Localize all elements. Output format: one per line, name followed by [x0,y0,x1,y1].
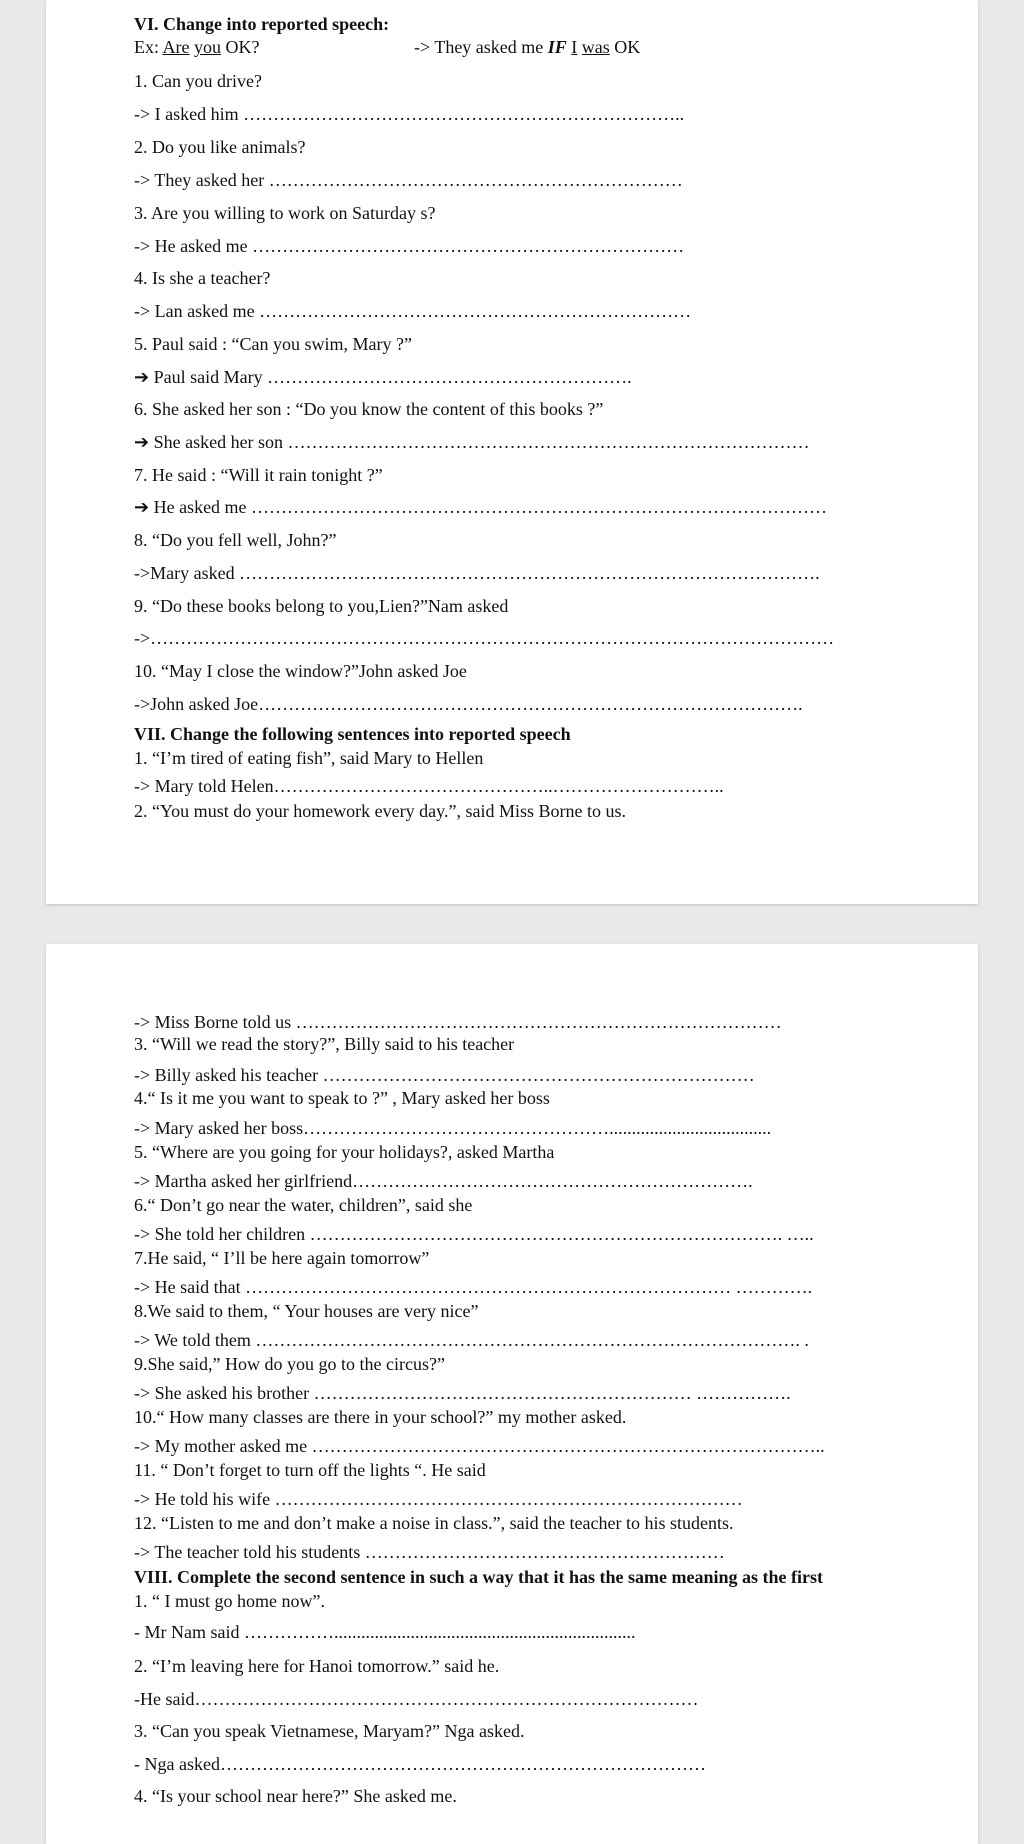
exercise-line: 5. “Where are you going for your holidays?, asked Martha [134,1142,555,1162]
exercise-line: 10.“ How many classes are there in your school?” my mother asked. [134,1407,627,1427]
answer-line: -> Martha asked her girlfriend…………………………………………………………. [134,1171,753,1191]
exercise-line: 2. “You must do your homework every day.”, said Miss Borne to us. [134,801,626,821]
example-are: Are [162,37,190,57]
exercise-line: 4. Is she a teacher? [134,268,271,288]
exercise-line: 3. Are you willing to work on Saturday s? [134,203,436,223]
example-you: you [194,37,221,57]
section-6-heading: VI. Change into reported speech: [134,14,390,34]
example-rest: OK? [221,37,260,57]
answer-line: - Mr Nam said ……………................................................................... [134,1622,636,1642]
example-answer [414,37,640,57]
exercise-line: 10. “May I close the window?”John asked Joe [134,661,467,681]
answer-line: ->…………………………………………………………………………………………………… [134,628,835,648]
example-answer-prefix: -> They asked me [414,37,548,57]
answer-line: -> He said that ……………………………………………………………………… …………. [134,1277,813,1297]
example-answer-rest: OK [609,37,641,57]
answer-line: -> My mother asked me ………………………………………………………………………….. [134,1436,825,1456]
exercise-line: 1. “I’m tired of eating fish”, said Mary to Hellen [134,748,484,768]
exercise-line: 5. Paul said : “Can you swim, Mary ?” [134,334,412,354]
answer-line: ➔ He asked me …………………………………………………………………………………… [134,497,828,517]
answer-line: ➔ She asked her son …………………………………………………………………………… [134,432,810,452]
answer-line: -> He told his wife …………………………………………………………………… [134,1489,743,1509]
exercise-line: 7.He said, “ I’ll be here again tomorrow” [134,1248,430,1268]
section-7-heading: VII. Change the following sentences into reported speech [134,724,571,744]
answer-line: ->Mary asked ……………………………………………………………………………………. [134,563,820,583]
answer-line: -> Miss Borne told us ……………………………………………………………………… [134,1012,782,1032]
exercise-line: 1. Can you drive? [134,71,262,91]
exercise-line: 1. “ I must go home now”. [134,1591,325,1611]
answer-line: -> The teacher told his students …………………………………………………… [134,1542,725,1562]
example-was: was [581,37,610,57]
exercise-line: 8. “Do you fell well, John?” [134,530,337,550]
exercise-line: 7. He said : “Will it rain tonight ?” [134,465,383,485]
answer-line: -> She told her children ……………………………………………………………………. ….. [134,1224,814,1244]
section-8-heading: VIII. Complete the second sentence in such a way that it has the same meaning as the first [134,1567,823,1587]
exercise-line: 2. “I’m leaving here for Hanoi tomorrow.” said he. [134,1656,500,1676]
answer-line: -> Lan asked me ……………………………………………………………… [134,301,692,321]
answer-line: - Nga asked……………………………………………………………………… [134,1754,706,1774]
example-prefix: Ex: [134,37,163,57]
exercise-line: 9.She said,” How do you go to the circus?” [134,1354,445,1374]
exercise-line: 4.“ Is it me you want to speak to ?” , Mary asked her boss [134,1088,550,1108]
answer-line: -> She asked his brother ……………………………………………………… ……………. [134,1383,791,1403]
answer-line: -> He asked me ……………………………………………………………… [134,236,685,256]
exercise-line: 12. “Listen to me and don’t make a noise in class.”, said the teacher to his students. [134,1513,734,1533]
exercise-line: 3. “Will we read the story?”, Billy said to his teacher [134,1034,515,1054]
exercise-line: 4. “Is your school near here?” She asked me. [134,1786,457,1806]
exercise-line: 6. She asked her son : “Do you know the content of this books ?” [134,399,604,419]
exercise-line: 9. “Do these books belong to you,Lien?”Nam asked [134,596,509,616]
exercise-line: 11. “ Don’t forget to turn off the lights “. He said [134,1460,486,1480]
exercise-line: 6.“ Don’t go near the water, children”, said she [134,1195,473,1215]
exercise-line: 8.We said to them, “ Your houses are very nice” [134,1301,479,1321]
answer-line: -> Billy asked his teacher ……………………………………………………………… [134,1065,755,1085]
example-i: I [571,37,578,57]
answer-line: -> We told them ………………………………………………………………………………. . [134,1330,809,1350]
exercise-line: 3. “Can you speak Vietnamese, Maryam?” Nga asked. [134,1721,525,1741]
answer-line: -> Mary told Helen………………………………………..……………………….. [134,776,724,796]
answer-line: ->John asked Joe………………………………………………………………………………. [134,694,803,714]
answer-line: -> They asked her …………………………………………………………… [134,170,683,190]
document-page-1 [46,0,978,904]
example-if: IF [547,37,567,57]
example-question [134,37,260,57]
answer-line: -He said………………………………………………………………………… [134,1689,699,1709]
answer-line: ➔ Paul said Mary ……………………………………………………. [134,367,632,387]
answer-line: -> Mary asked her boss…………………………………………….................................... [134,1118,772,1138]
answer-line: -> I asked him ……………………………………………………………….. [134,104,685,124]
exercise-line: 2. Do you like animals? [134,137,306,157]
